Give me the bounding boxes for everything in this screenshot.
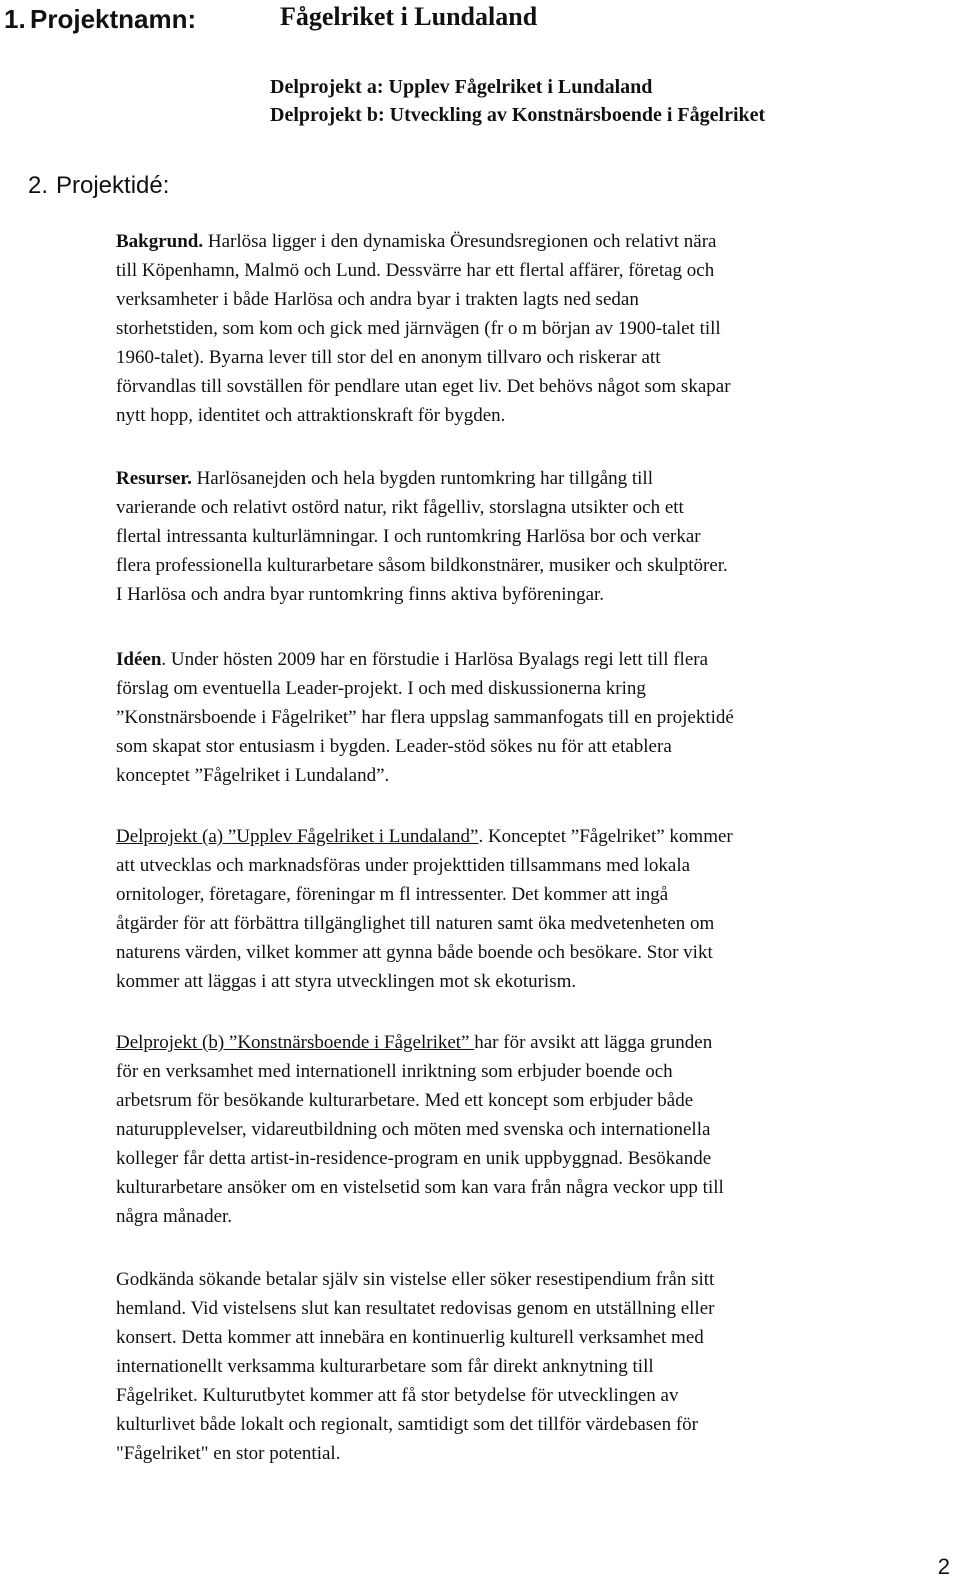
text-line: för en verksamhet med internationell inriktning som erbjuder boende och [116,1061,673,1082]
text-line: 1960-talet). Byarna lever till stor del en anonym tillvaro och riskerar att [116,347,661,368]
heading-label-projektide: Projektidé: [56,172,170,199]
text-line: har för avsikt att lägga grunden [474,1032,713,1053]
heading-label-projektnamn: Projektnamn: [30,4,197,34]
subproject-a-title: Delprojekt a: Upplev Fågelriket i Lundaland [270,76,653,98]
text-line: Harlösa ligger i den dynamiska Öresundsregionen och relativt nära [203,231,717,252]
text-line: storhetstiden, som kom och gick med järnvägen (fr o m början av 1900-talet till [116,318,721,339]
text-line: . Konceptet ”Fågelriket” kommer [478,826,733,847]
text-line: till Köpenhamn, Malmö och Lund. Dessvärre har ett flertal affärer, företag och [116,260,715,281]
project-name: Fågelriket i Lundaland [280,2,538,31]
subproject-b-title: Delprojekt b: Utveckling av Konstnärsboende i Fågelriket [270,104,766,126]
heading-number-1: 1. [4,4,26,34]
lead-resurser: Resurser. [116,468,192,489]
text-line: kulturarbetare ansöker om en vistelsetid som kan vara från några veckor upp till [116,1177,724,1198]
text-line: naturupplevelser, vidareutbildning och möten med svenska och internationella [116,1119,711,1140]
text-line: verksamheter i både Harlösa och andra byar i trakten lagts ned sedan [116,289,639,310]
text-line: åtgärder för att förbättra tillgänglighet till naturen samt öka medvetenheten om [116,913,715,934]
text-line: arbetsrum för besökande kulturarbetare. Med ett koncept som erbjuder både [116,1090,694,1111]
text-line: nytt hopp, identitet och attraktionskraft för bygden. [116,405,506,426]
text-line: flertal intressanta kulturlämningar. I och runtomkring Harlösa bor och verkar [116,526,701,547]
text-line: konsert. Detta kommer att innebära en kontinuerlig kulturell verksamhet med [116,1327,704,1348]
paragraph-ideen [116,645,936,790]
text-line: naturens värden, vilket kommer att gynna både boende och besökare. Stor vikt [116,942,713,963]
paragraph-resurser [116,464,936,609]
text-line: kommer att läggas i att styra utvecklingen mot sk ekoturism. [116,971,577,992]
page-number: 2 [937,1554,950,1579]
paragraph-delprojekt-b [116,1028,936,1231]
text-line: Godkända sökande betalar själv sin vistelse eller söker resestipendium från sitt [116,1269,715,1290]
text-line: I Harlösa och andra byar runtomkring finns aktiva byföreningar. [116,584,605,605]
text-line: några månader. [116,1206,233,1227]
text-line: Fågelriket. Kulturutbytet kommer att få stor betydelse för utvecklingen av [116,1385,679,1406]
text-line: förslag om eventuella Leader-projekt. I och med diskussionerna kring [116,678,646,699]
text-line: kulturlivet både lokalt och regionalt, samtidigt som det tillför värdebasen för [116,1414,698,1435]
text-line: att utvecklas och marknadsföras under projekttiden tillsammans med lokala [116,855,691,876]
text-line: kolleger får detta artist-in-residence-program en unik uppbyggnad. Besökande [116,1148,712,1169]
text-line: "Fågelriket" en stor potential. [116,1443,341,1464]
text-line: som skapat stor entusiasm i bygden. Leader-stöd sökes nu för att etablera [116,736,672,757]
text-line: internationellt verksamma kulturarbetare som får direkt anknytning till [116,1356,654,1377]
text-line: varierande och relativt ostörd natur, rikt fågelliv, storslagna utsikter och ett [116,497,684,518]
paragraph-godkanda [116,1265,936,1468]
lead-delprojekt-a: Delprojekt (a) ”Upplev Fågelriket i Lundaland” [116,826,479,847]
text-line: . Under hösten 2009 har en förstudie i Harlösa Byalags regi lett till flera [161,649,709,670]
text-line: Harlösanejden och hela bygden runtomkring har tillgång till [191,468,653,489]
paragraph-delprojekt-a [116,822,936,996]
text-line: hemland. Vid vistelsens slut kan resultatet redovisas genom en utställning eller [116,1298,715,1319]
text-line: flera professionella kulturarbetare såsom bildkonstnärer, musiker och skulptörer. [116,555,728,576]
text-line: ornitologer, företagare, föreningar m fl intressenter. Det kommer att ingå [116,884,669,905]
heading-number-2: 2. [28,172,49,199]
text-line: ”Konstnärsboende i Fågelriket” har flera uppslag sammanfogats till en projektidé [116,707,734,728]
lead-ideen: Idéen [116,649,162,670]
lead-delprojekt-b: Delprojekt (b) ”Konstnärsboende i Fågelriket” [116,1032,475,1053]
text-line: förvandlas till sovställen för pendlare utan eget liv. Det behövs något som skapar [116,376,731,397]
paragraph-bakgrund [116,227,936,430]
lead-bakgrund: Bakgrund. [116,231,204,252]
text-line: konceptet ”Fågelriket i Lundaland”. [116,765,390,786]
